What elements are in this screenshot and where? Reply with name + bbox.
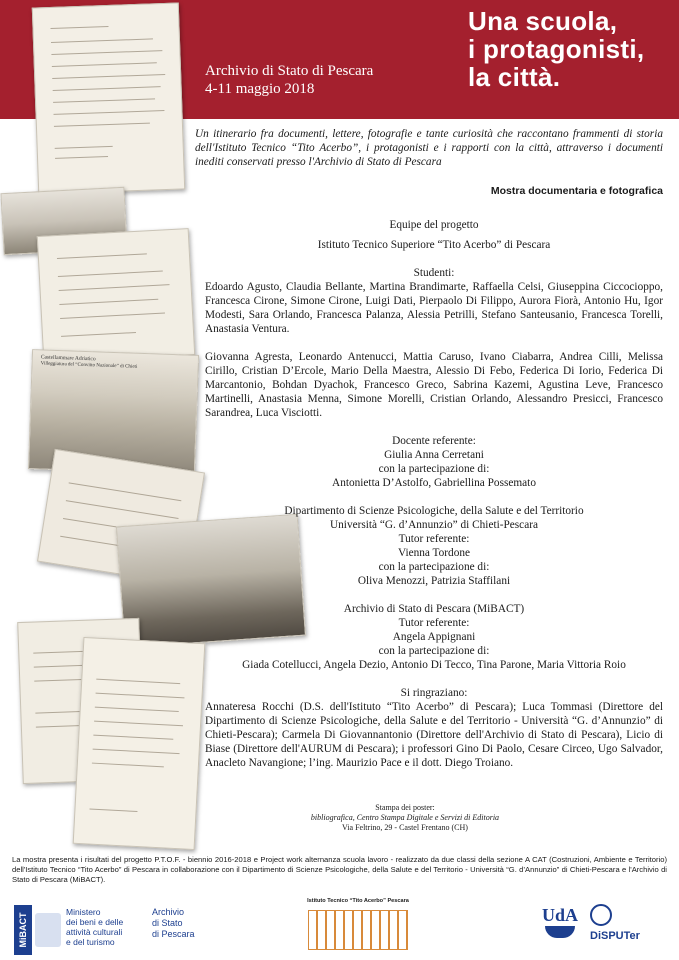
printer-company: bibliografica, Centro Stampa Digitale e Servizi di Editoria bbox=[310, 813, 500, 822]
dept-partecipazione: con la partecipazione di: bbox=[378, 561, 490, 573]
uda-seal-icon bbox=[545, 926, 575, 938]
docente-name: Giulia Anna Cerretani bbox=[384, 449, 484, 461]
archive-partecipazione: con la partecipazione di: bbox=[378, 645, 490, 657]
school-building-icon bbox=[308, 910, 408, 950]
archive-tutor-heading: Tutor referente: bbox=[398, 617, 470, 629]
thanks-text: Annateresa Rocchi (D.S. dell'Istituto “Tito Acerbo” di Pescara); Luca Tommasi (Direttore del Dipartimento di Scienze Psicologiche, della Salute e del Territorio - Università “G. d’Annunzio” di Chieti-Pescara); Carmela Di Giovannantonio (Direttore dell'Archivio di Stato di Pescara), Licio di Biase (Direttore dell'AURUM di Pescara); i professori Gino Di Paolo, Cesare Circeo, Ugo Salvador, Anacleto Navangione; l’ing. Maurizio Pace e il dott. Diego Troiano. bbox=[205, 701, 663, 769]
mibact-logo bbox=[14, 905, 144, 955]
archive-name: Archivio di Stato di Pescara (MiBACT) bbox=[343, 603, 525, 615]
printer-heading: Stampa dei poster: bbox=[375, 803, 435, 812]
archivio-logo: Archivio di Stato di Pescara bbox=[152, 907, 195, 939]
project-credits bbox=[205, 218, 663, 770]
disputer-logo: DiSPUTer bbox=[590, 900, 665, 955]
title-line-3: la città. bbox=[468, 62, 561, 92]
school-logo-label: Istituto Tecnico “Tito Acerbo” Pescara bbox=[307, 898, 409, 904]
dept-name: Dipartimento di Scienze Psicologiche, della Salute e del Territorio bbox=[284, 505, 584, 517]
handwritten-note-image bbox=[37, 228, 195, 363]
thanks-heading: Si ringraziano: bbox=[400, 687, 468, 699]
footer-text: La mostra presenta i risultati del progetto P.T.O.F. - biennio 2016-2018 e Project work alternanza scuola lavoro - realizzato da due classi della sezione A CAT (Costruzioni, Ambiente e Territorio) dell'Istituto Tecnico “Tito Acerbo” di Pescara in collaborazione con il Dipartimento di Scienze Psicologiche, della Salute e del Territorio - Università “G. d’Annunzio” di Chieti-Pescara e l'Archivio di Stato di Pescara (MiBACT). bbox=[12, 855, 667, 884]
printer-address: Via Feltrino, 29 - Castel Frentano (CH) bbox=[342, 823, 468, 832]
archive-tutor-name: Angela Appignani bbox=[392, 631, 476, 643]
students-group-2: Giovanna Agresta, Leonardo Antenucci, Mattia Caruso, Ivano Ciabarra, Andrea Cilli, Melissa Cirillo, Cristian D’Ercole, Mario Della Maestra, Alessio Di Febo, Federica Di Iorio, Federica Di Marcantonio, Bohdan Dyachok, Francesco Greco, Sabrina Kazemi, Agustina Leve, Francesco Martinelli, Anastasia Menna, Simone Morelli, Cristian Orlando, Alessandro Presicci, Francesco Sarandrea, Luca Visciotti. bbox=[205, 351, 663, 419]
postcard-subtitle: Villeggiatura del “Convitto Nazionale” di Chieti bbox=[40, 361, 138, 370]
docente-participants: Antonietta D’Astolfo, Gabriellina Possemato bbox=[332, 477, 536, 489]
archive-letter-image bbox=[32, 2, 185, 194]
exhibition-subtitle: Mostra documentaria e fotografica bbox=[490, 185, 663, 197]
disputer-emblem-icon bbox=[590, 904, 612, 926]
archive-participants: Giada Cotellucci, Angela Dezio, Antonio Di Tecco, Tina Parone, Maria Vittoria Roio bbox=[242, 659, 626, 671]
dept-tutor-heading: Tutor referente: bbox=[398, 533, 470, 545]
docente-heading: Docente referente: bbox=[392, 435, 476, 447]
dept-tutor-name: Vienna Tordone bbox=[397, 547, 471, 559]
event-place: Archivio di Stato di Pescara bbox=[205, 63, 374, 79]
printer-credits bbox=[300, 803, 510, 833]
event-dates: 4-11 maggio 2018 bbox=[205, 81, 315, 97]
school-name: Istituto Tecnico Superiore “Tito Acerbo” di Pescara bbox=[317, 239, 551, 251]
intro-text: Un itinerario fra documenti, lettere, fotografie e tante curiosità che raccontano frammenti di storia dell'Istituto Tecnico “Tito Acerbo”, i protagonisti e i rapporti con la città, attraverso i documenti inediti conservati presso l'Archivio di Stato di Pescara bbox=[195, 128, 663, 168]
students-group-1: Edoardo Agusto, Claudia Bellante, Martina Brandimarte, Raffaella Celsi, Giuseppina Ciccocioppo, Francesca Cirone, Simone Cirone, Luigi Dati, Pierpaolo Di Filippo, Aurora Fiorà, Antonio Hu, Igor Modesti, Sara Orlando, Francesca Palanza, Alessia Petrilli, Stefano Santeusanio, Francesca Torelli, Anastasia Ventura. bbox=[205, 281, 663, 335]
mibact-name: Ministero dei beni e delle attività culturali e del turismo bbox=[66, 907, 124, 947]
mibact-emblem-icon bbox=[35, 913, 61, 947]
students-heading: Studenti: bbox=[413, 267, 455, 279]
title-line-1: Una scuola, bbox=[468, 6, 618, 36]
title-line-2: i protagonisti, bbox=[468, 34, 645, 64]
docente-partecipazione: con la partecipazione di: bbox=[378, 463, 490, 475]
manuscript-letter-image bbox=[73, 637, 206, 850]
dept-university: Università “G. d’Annunzio” di Chieti-Pescara bbox=[330, 519, 538, 531]
dept-participants: Oliva Menozzi, Patrizia Staffilani bbox=[357, 575, 511, 587]
school-logo bbox=[302, 898, 414, 956]
equipe-heading: Equipe del progetto bbox=[389, 219, 479, 231]
mibact-mark: MiBACT bbox=[14, 905, 32, 955]
uda-logo: UdA bbox=[540, 905, 580, 945]
postcard-title: Castellammare Adriatico bbox=[40, 354, 96, 363]
event-info bbox=[205, 62, 373, 98]
poster-title bbox=[468, 7, 644, 91]
